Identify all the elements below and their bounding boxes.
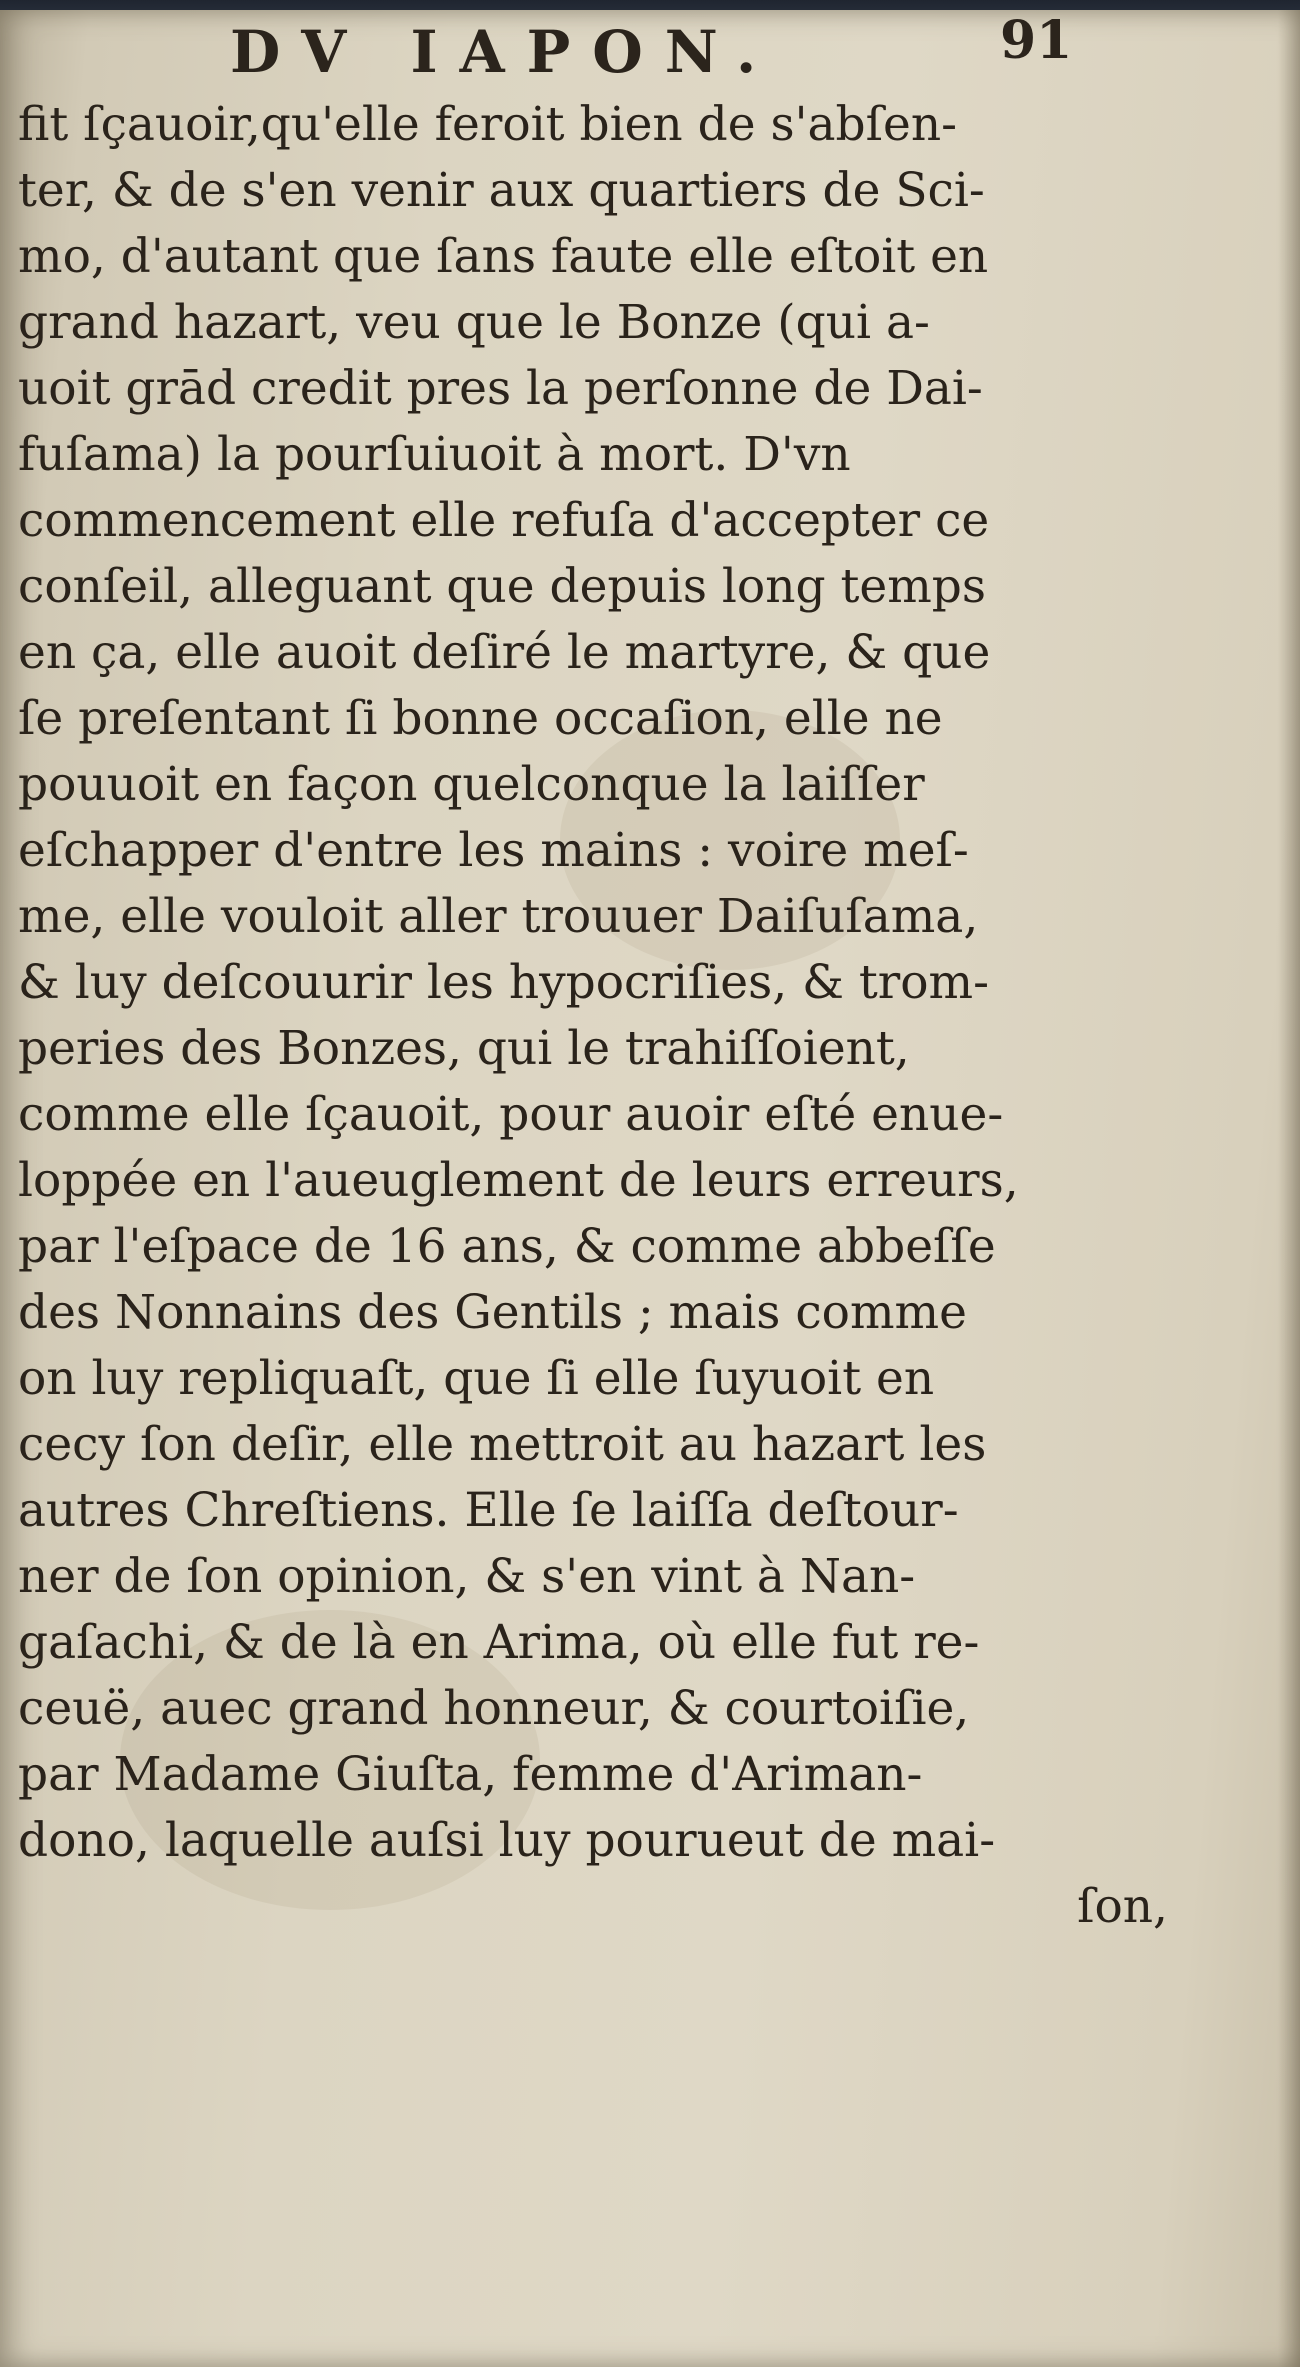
- text-line: ner de ſon opinion, & s'en vint à Nan-: [18, 1549, 916, 1604]
- text-line: autres Chreſtiens. Elle ſe laiſſa deſtour-: [18, 1483, 959, 1538]
- page-header: [230, 18, 990, 88]
- text-line: par Madame Giuſta, femme d'Ariman-: [18, 1747, 923, 1802]
- text-line: cecy ſon deſir, elle mettroit au hazart les: [18, 1417, 987, 1472]
- text-line: on luy repliquaſt, que ſi elle ſuyuoit en: [18, 1351, 935, 1406]
- text-line: eſchapper d'entre les mains : voire meſ-: [18, 823, 969, 878]
- text-line: grand hazart, veu que le Bonze (qui a-: [18, 295, 930, 350]
- text-line: mo, d'autant que ſans faute elle eſtoit en: [18, 229, 989, 284]
- text-line: pouuoit en façon quelconque la laiſſer: [18, 757, 925, 812]
- text-line: loppée en l'aueuglement de leurs erreurs,: [18, 1153, 1019, 1208]
- text-line: fit ſçauoir,qu'elle feroit bien de s'abſen-: [18, 97, 957, 152]
- page-edge-shadow: [1278, 10, 1300, 2367]
- text-line: ter, & de s'en venir aux quartiers de Sci-: [18, 163, 985, 218]
- text-line: commencement elle refuſa d'accepter ce: [18, 493, 990, 548]
- book-page: [0, 10, 1300, 2367]
- text-line: des Nonnains des Gentils ; mais comme: [18, 1285, 967, 1340]
- text-line: fuſama) la pourſuiuoit à mort. D'vn: [18, 427, 851, 482]
- text-line: ceuë, auec grand honneur, & courtoiſie,: [18, 1681, 970, 1736]
- text-line: peries des Bonzes, qui le trahiſſoient,: [18, 1021, 910, 1076]
- text-line: dono, laquelle auſsi luy pourueut de mai-: [18, 1813, 996, 1868]
- text-line: ſe preſentant ſi bonne occaſion, elle ne: [18, 691, 943, 746]
- text-line: conſeil, alleguant que depuis long temps: [18, 559, 986, 614]
- running-head: DV IAPON.: [230, 18, 779, 86]
- text-line: par l'eſpace de 16 ans, & comme abbeſſe: [18, 1219, 996, 1274]
- catchword-line: ſon,: [1077, 1879, 1168, 1934]
- text-line: me, elle vouloit aller trouuer Daiſuſama,: [18, 889, 979, 944]
- page-number: 91: [1000, 10, 1073, 71]
- text-line: comme elle ſçauoit, pour auoir eſté enue-: [18, 1087, 1004, 1142]
- text-line: en ça, elle auoit deſiré le martyre, & que: [18, 625, 991, 680]
- body-text: [18, 92, 1168, 1940]
- text-line: & luy deſcouurir les hypocriſies, & trom-: [18, 955, 989, 1010]
- text-line: gaſachi, & de là en Arima, où elle fut re-: [18, 1615, 980, 1670]
- text-line: uoit grād credit pres la perſonne de Dai-: [18, 361, 983, 416]
